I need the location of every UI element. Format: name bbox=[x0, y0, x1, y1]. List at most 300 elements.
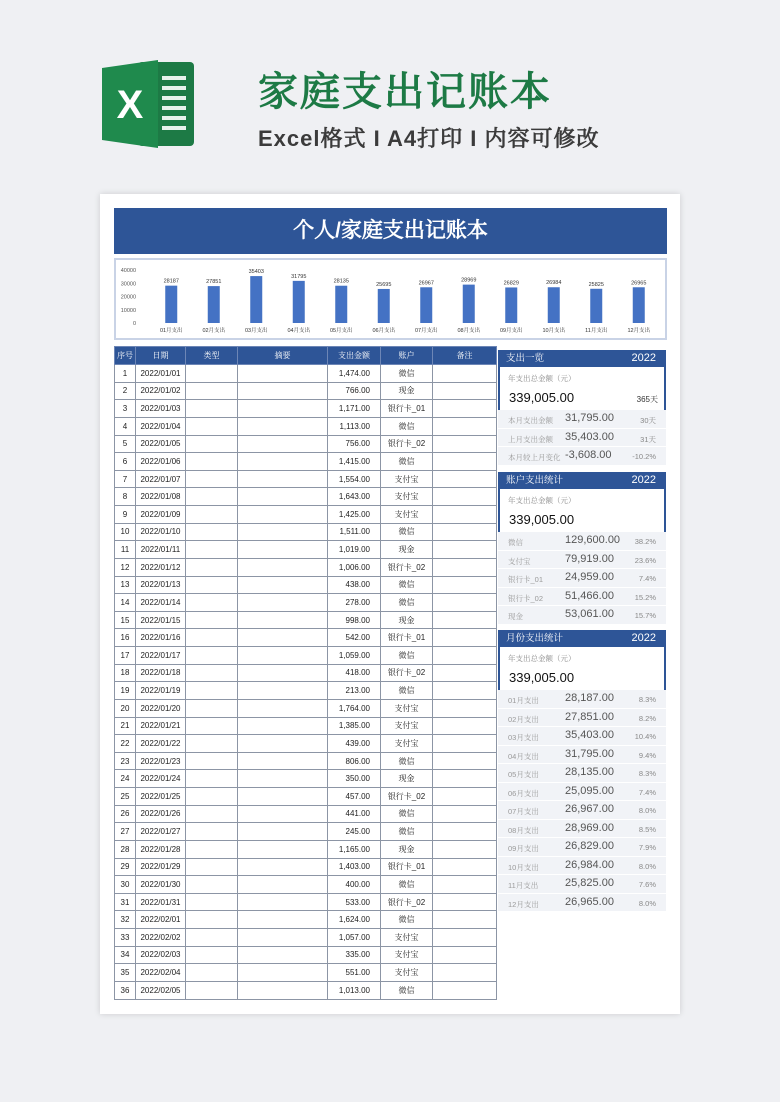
table-cell[interactable]: 微信 bbox=[381, 576, 433, 594]
table-cell[interactable] bbox=[186, 435, 238, 453]
table-cell[interactable]: 418.00 bbox=[328, 664, 381, 682]
table-cell[interactable] bbox=[186, 946, 238, 964]
table-cell[interactable] bbox=[186, 523, 238, 541]
table-row bbox=[115, 981, 497, 999]
table-cell[interactable] bbox=[186, 699, 238, 717]
table-cell[interactable] bbox=[238, 893, 328, 911]
table-cell[interactable] bbox=[186, 417, 238, 435]
bar-value-label: 31795 bbox=[291, 273, 307, 280]
table-cell[interactable]: 2022/01/22 bbox=[136, 735, 186, 753]
table-cell[interactable] bbox=[433, 946, 497, 964]
column-header: 日期 bbox=[136, 347, 186, 365]
table-cell[interactable] bbox=[238, 382, 328, 400]
table-cell[interactable]: 1,403.00 bbox=[328, 858, 381, 876]
table-cell[interactable]: 微信 bbox=[381, 981, 433, 999]
table-cell[interactable]: 2022/01/25 bbox=[136, 788, 186, 806]
table-cell[interactable] bbox=[238, 435, 328, 453]
table-cell[interactable] bbox=[238, 664, 328, 682]
table-cell[interactable]: 2022/01/29 bbox=[136, 858, 186, 876]
row-value: 26,984.00 bbox=[565, 858, 614, 871]
x-tick-label: 05月支出 bbox=[329, 328, 353, 334]
table-cell[interactable] bbox=[238, 594, 328, 612]
table-cell[interactable]: 439.00 bbox=[328, 735, 381, 753]
panel-row bbox=[498, 764, 666, 783]
table-cell[interactable] bbox=[186, 788, 238, 806]
table-cell[interactable] bbox=[433, 558, 497, 576]
table-cell[interactable] bbox=[433, 682, 497, 700]
row-value: 25,095.00 bbox=[565, 784, 614, 797]
table-cell[interactable] bbox=[433, 523, 497, 541]
table-cell[interactable] bbox=[186, 840, 238, 858]
table-cell[interactable]: 32 bbox=[115, 911, 136, 929]
table-cell[interactable]: 6 bbox=[115, 453, 136, 471]
table-cell[interactable]: 银行卡_02 bbox=[381, 664, 433, 682]
row-percent: 7.4% bbox=[638, 787, 656, 797]
table-cell[interactable]: 1,474.00 bbox=[328, 365, 381, 383]
panel-header bbox=[498, 472, 666, 489]
row-value: 31,795.00 bbox=[565, 747, 614, 760]
table-cell[interactable] bbox=[186, 541, 238, 559]
table-cell[interactable] bbox=[433, 699, 497, 717]
table-cell[interactable]: 现金 bbox=[381, 382, 433, 400]
table-cell[interactable]: 2022/01/15 bbox=[136, 611, 186, 629]
table-cell[interactable] bbox=[238, 964, 328, 982]
table-cell[interactable] bbox=[238, 453, 328, 471]
table-cell[interactable]: 1,171.00 bbox=[328, 400, 381, 418]
table-cell[interactable] bbox=[238, 770, 328, 788]
table-cell[interactable] bbox=[433, 735, 497, 753]
table-cell[interactable]: 1,013.00 bbox=[328, 981, 381, 999]
table-cell[interactable]: 30 bbox=[115, 876, 136, 894]
table-cell[interactable]: 2022/01/09 bbox=[136, 506, 186, 524]
table-cell[interactable]: 12 bbox=[115, 558, 136, 576]
table-cell[interactable]: 银行卡_02 bbox=[381, 893, 433, 911]
panel-total-box bbox=[498, 647, 666, 690]
table-cell[interactable]: 微信 bbox=[381, 647, 433, 665]
row-value: 28,969.00 bbox=[565, 821, 614, 834]
table-cell[interactable] bbox=[433, 876, 497, 894]
table-cell[interactable]: 21 bbox=[115, 717, 136, 735]
table-cell[interactable]: 20 bbox=[115, 699, 136, 717]
row-name: 11月支出 bbox=[508, 881, 539, 890]
table-cell[interactable]: 278.00 bbox=[328, 594, 381, 612]
table-cell[interactable] bbox=[238, 682, 328, 700]
panel-row bbox=[498, 532, 666, 551]
table-cell[interactable]: 2022/01/18 bbox=[136, 664, 186, 682]
row-name: 微信 bbox=[508, 538, 523, 547]
table-cell[interactable]: 36 bbox=[115, 981, 136, 999]
column-header: 序号 bbox=[115, 347, 136, 365]
table-cell[interactable]: 2022/02/02 bbox=[136, 929, 186, 947]
chart-bar bbox=[420, 287, 432, 323]
summary-panel bbox=[498, 472, 666, 625]
bar-value-label: 35403 bbox=[248, 269, 264, 276]
table-cell[interactable] bbox=[433, 647, 497, 665]
table-cell[interactable]: 1,624.00 bbox=[328, 911, 381, 929]
table-cell[interactable] bbox=[433, 470, 497, 488]
chart-bar bbox=[463, 285, 475, 323]
table-cell[interactable] bbox=[238, 840, 328, 858]
table-cell[interactable]: 2022/02/05 bbox=[136, 981, 186, 999]
table-cell[interactable] bbox=[186, 735, 238, 753]
table-cell[interactable] bbox=[186, 611, 238, 629]
table-cell[interactable]: 2022/01/23 bbox=[136, 752, 186, 770]
table-cell[interactable] bbox=[186, 382, 238, 400]
table-cell[interactable] bbox=[186, 664, 238, 682]
table-cell[interactable]: 457.00 bbox=[328, 788, 381, 806]
table-cell[interactable] bbox=[433, 752, 497, 770]
x-tick-label: 07月支出 bbox=[414, 328, 438, 334]
table-cell[interactable]: 1,059.00 bbox=[328, 647, 381, 665]
table-cell[interactable] bbox=[186, 893, 238, 911]
chart-bar bbox=[293, 281, 305, 323]
table-cell[interactable]: 551.00 bbox=[328, 964, 381, 982]
table-cell[interactable]: 银行卡_01 bbox=[381, 400, 433, 418]
table-cell[interactable] bbox=[186, 576, 238, 594]
table-cell[interactable]: 2022/01/20 bbox=[136, 699, 186, 717]
table-cell[interactable]: 2022/01/01 bbox=[136, 365, 186, 383]
table-cell[interactable]: 银行卡_01 bbox=[381, 858, 433, 876]
table-cell[interactable]: 766.00 bbox=[328, 382, 381, 400]
bar-value-label: 25825 bbox=[588, 281, 604, 288]
table-cell[interactable]: 2022/01/31 bbox=[136, 893, 186, 911]
table-cell[interactable]: 1 bbox=[115, 365, 136, 383]
y-tick-label: 30000 bbox=[120, 281, 136, 288]
x-tick-label: 01月支出 bbox=[159, 328, 183, 334]
table-cell[interactable] bbox=[238, 647, 328, 665]
table-cell[interactable]: 4 bbox=[115, 417, 136, 435]
table-cell[interactable]: 28 bbox=[115, 840, 136, 858]
table-cell[interactable]: 441.00 bbox=[328, 805, 381, 823]
table-cell[interactable]: 2022/01/26 bbox=[136, 805, 186, 823]
table-cell[interactable] bbox=[433, 717, 497, 735]
table-cell[interactable] bbox=[433, 541, 497, 559]
table-cell[interactable]: 2022/01/10 bbox=[136, 523, 186, 541]
table-cell[interactable] bbox=[186, 682, 238, 700]
table-cell[interactable] bbox=[433, 506, 497, 524]
table-cell[interactable]: 现金 bbox=[381, 770, 433, 788]
table-cell[interactable]: 2022/01/14 bbox=[136, 594, 186, 612]
table-cell[interactable]: 现金 bbox=[381, 611, 433, 629]
table-cell[interactable] bbox=[433, 611, 497, 629]
table-cell[interactable] bbox=[186, 858, 238, 876]
table-cell[interactable]: 1,425.00 bbox=[328, 506, 381, 524]
table-cell[interactable] bbox=[238, 823, 328, 841]
table-cell[interactable] bbox=[433, 929, 497, 947]
table-cell[interactable]: 微信 bbox=[381, 365, 433, 383]
table-cell[interactable] bbox=[433, 594, 497, 612]
table-cell[interactable] bbox=[186, 981, 238, 999]
table-cell[interactable]: 31 bbox=[115, 893, 136, 911]
table-cell[interactable]: 27 bbox=[115, 823, 136, 841]
table-cell[interactable] bbox=[186, 629, 238, 647]
table-cell[interactable]: 350.00 bbox=[328, 770, 381, 788]
table-cell[interactable] bbox=[186, 929, 238, 947]
panel-row bbox=[498, 801, 666, 820]
table-cell[interactable] bbox=[238, 929, 328, 947]
table-cell[interactable]: 2022/01/02 bbox=[136, 382, 186, 400]
table-cell[interactable] bbox=[433, 805, 497, 823]
table-cell[interactable]: 29 bbox=[115, 858, 136, 876]
table-cell[interactable] bbox=[186, 717, 238, 735]
table-cell[interactable] bbox=[186, 647, 238, 665]
table-cell[interactable]: 533.00 bbox=[328, 893, 381, 911]
table-cell[interactable] bbox=[238, 576, 328, 594]
table-cell[interactable] bbox=[238, 417, 328, 435]
table-cell[interactable]: 245.00 bbox=[328, 823, 381, 841]
table-cell[interactable]: 支付宝 bbox=[381, 964, 433, 982]
table-cell[interactable]: 13 bbox=[115, 576, 136, 594]
table-cell[interactable]: 2022/01/07 bbox=[136, 470, 186, 488]
table-cell[interactable] bbox=[186, 558, 238, 576]
table-cell[interactable]: 微信 bbox=[381, 523, 433, 541]
table-row bbox=[115, 594, 497, 612]
table-cell[interactable]: 756.00 bbox=[328, 435, 381, 453]
table-cell[interactable] bbox=[186, 876, 238, 894]
table-cell[interactable]: 微信 bbox=[381, 594, 433, 612]
table-cell[interactable]: 2022/01/27 bbox=[136, 823, 186, 841]
table-cell[interactable]: 微信 bbox=[381, 911, 433, 929]
table-cell[interactable]: 16 bbox=[115, 629, 136, 647]
table-cell[interactable]: 微信 bbox=[381, 453, 433, 471]
table-cell[interactable]: 现金 bbox=[381, 840, 433, 858]
table-cell[interactable]: 2022/01/05 bbox=[136, 435, 186, 453]
table-cell[interactable]: 2022/01/04 bbox=[136, 417, 186, 435]
table-cell[interactable] bbox=[238, 488, 328, 506]
table-cell[interactable] bbox=[238, 699, 328, 717]
table-cell[interactable] bbox=[186, 823, 238, 841]
table-cell[interactable]: 10 bbox=[115, 523, 136, 541]
table-cell[interactable]: 806.00 bbox=[328, 752, 381, 770]
table-cell[interactable] bbox=[433, 858, 497, 876]
table-row bbox=[115, 576, 497, 594]
table-cell[interactable]: 23 bbox=[115, 752, 136, 770]
total-label: 年支出总金额（元） bbox=[508, 496, 576, 505]
table-cell[interactable]: 2022/01/21 bbox=[136, 717, 186, 735]
table-cell[interactable]: 2022/01/17 bbox=[136, 647, 186, 665]
table-cell[interactable]: 2022/01/03 bbox=[136, 400, 186, 418]
table-cell[interactable]: 9 bbox=[115, 506, 136, 524]
table-cell[interactable]: 2022/01/11 bbox=[136, 541, 186, 559]
panel-row bbox=[498, 838, 666, 857]
table-cell[interactable]: 33 bbox=[115, 929, 136, 947]
table-cell[interactable] bbox=[433, 365, 497, 383]
table-cell[interactable]: 400.00 bbox=[328, 876, 381, 894]
table-cell[interactable]: 银行卡_02 bbox=[381, 435, 433, 453]
table-cell[interactable]: 2022/02/03 bbox=[136, 946, 186, 964]
table-cell[interactable] bbox=[238, 470, 328, 488]
row-percent: 38.2% bbox=[634, 537, 656, 546]
table-cell[interactable]: 1,019.00 bbox=[328, 541, 381, 559]
table-cell[interactable]: 2022/02/04 bbox=[136, 964, 186, 982]
table-cell[interactable]: 1,165.00 bbox=[328, 840, 381, 858]
table-cell[interactable]: 支付宝 bbox=[381, 717, 433, 735]
table-cell[interactable] bbox=[186, 400, 238, 418]
table-cell[interactable]: 2022/01/08 bbox=[136, 488, 186, 506]
table-cell[interactable] bbox=[238, 400, 328, 418]
table-cell[interactable] bbox=[186, 594, 238, 612]
table-cell[interactable]: 1,511.00 bbox=[328, 523, 381, 541]
table-cell[interactable] bbox=[186, 365, 238, 383]
table-cell[interactable]: 18 bbox=[115, 664, 136, 682]
table-cell[interactable] bbox=[433, 788, 497, 806]
table-cell[interactable]: 3 bbox=[115, 400, 136, 418]
table-cell[interactable]: 支付宝 bbox=[381, 929, 433, 947]
table-cell[interactable] bbox=[186, 770, 238, 788]
table-cell[interactable]: 1,057.00 bbox=[328, 929, 381, 947]
table-cell[interactable]: 35 bbox=[115, 964, 136, 982]
table-cell[interactable]: 微信 bbox=[381, 876, 433, 894]
table-cell[interactable]: 1,643.00 bbox=[328, 488, 381, 506]
table-cell[interactable]: 1,554.00 bbox=[328, 470, 381, 488]
table-cell[interactable] bbox=[186, 964, 238, 982]
bar-value-label: 26967 bbox=[418, 280, 434, 287]
table-cell[interactable]: 支付宝 bbox=[381, 470, 433, 488]
table-cell[interactable] bbox=[433, 576, 497, 594]
table-cell[interactable] bbox=[238, 788, 328, 806]
table-cell[interactable]: 1,113.00 bbox=[328, 417, 381, 435]
table-cell[interactable]: 2022/01/12 bbox=[136, 558, 186, 576]
table-cell[interactable] bbox=[186, 453, 238, 471]
table-cell[interactable]: 2022/01/28 bbox=[136, 840, 186, 858]
table-cell[interactable]: 支付宝 bbox=[381, 506, 433, 524]
table-cell[interactable] bbox=[186, 752, 238, 770]
panel-row bbox=[498, 857, 666, 876]
table-row bbox=[115, 611, 497, 629]
table-cell[interactable]: 支付宝 bbox=[381, 946, 433, 964]
table-cell[interactable] bbox=[186, 805, 238, 823]
table-cell[interactable] bbox=[433, 981, 497, 999]
total-value: 339,005.00 bbox=[509, 390, 575, 405]
row-value: 35,403.00 bbox=[565, 430, 614, 443]
table-cell[interactable]: 335.00 bbox=[328, 946, 381, 964]
row-name: 04月支出 bbox=[508, 751, 539, 761]
table-cell[interactable]: 34 bbox=[115, 946, 136, 964]
table-cell[interactable] bbox=[238, 876, 328, 894]
table-cell[interactable]: 1,006.00 bbox=[328, 558, 381, 576]
table-row bbox=[115, 506, 497, 524]
table-cell[interactable]: 2022/02/01 bbox=[136, 911, 186, 929]
table-cell[interactable] bbox=[433, 435, 497, 453]
table-cell[interactable]: 微信 bbox=[381, 805, 433, 823]
table-cell[interactable] bbox=[433, 382, 497, 400]
table-cell[interactable] bbox=[433, 629, 497, 647]
table-cell[interactable] bbox=[433, 453, 497, 471]
table-cell[interactable] bbox=[238, 717, 328, 735]
row-name: 银行卡_01 bbox=[508, 575, 544, 584]
table-cell[interactable]: 微信 bbox=[381, 682, 433, 700]
table-cell[interactable] bbox=[238, 911, 328, 929]
table-cell[interactable] bbox=[238, 946, 328, 964]
chart-bar bbox=[633, 287, 645, 323]
table-cell[interactable]: 2022/01/13 bbox=[136, 576, 186, 594]
table-cell[interactable] bbox=[433, 417, 497, 435]
table-cell[interactable]: 2022/01/30 bbox=[136, 876, 186, 894]
table-cell[interactable]: 26 bbox=[115, 805, 136, 823]
table-cell[interactable] bbox=[433, 823, 497, 841]
row-name: 本月较上月变化 bbox=[508, 453, 561, 462]
table-cell[interactable] bbox=[186, 470, 238, 488]
table-cell[interactable]: 22 bbox=[115, 735, 136, 753]
table-cell[interactable]: 15 bbox=[115, 611, 136, 629]
table-cell[interactable]: 11 bbox=[115, 541, 136, 559]
table-cell[interactable]: 8 bbox=[115, 488, 136, 506]
table-cell[interactable]: 2022/01/16 bbox=[136, 629, 186, 647]
table-cell[interactable]: 2022/01/19 bbox=[136, 682, 186, 700]
table-cell[interactable] bbox=[238, 506, 328, 524]
row-percent: 8.0% bbox=[638, 861, 656, 871]
table-cell[interactable]: 银行卡_01 bbox=[381, 629, 433, 647]
table-cell[interactable] bbox=[433, 664, 497, 682]
table-cell[interactable]: 25 bbox=[115, 788, 136, 806]
table-cell[interactable] bbox=[238, 541, 328, 559]
table-cell[interactable] bbox=[433, 840, 497, 858]
table-cell[interactable]: 17 bbox=[115, 647, 136, 665]
table-cell[interactable]: 微信 bbox=[381, 752, 433, 770]
table-cell[interactable]: 银行卡_02 bbox=[381, 788, 433, 806]
table-cell[interactable] bbox=[238, 365, 328, 383]
row-name: 07月支出 bbox=[508, 807, 539, 816]
table-cell[interactable] bbox=[238, 805, 328, 823]
table-cell[interactable]: 支付宝 bbox=[381, 735, 433, 753]
table-row bbox=[115, 752, 497, 770]
ledger-header-row bbox=[115, 347, 497, 365]
ledger-table bbox=[114, 346, 497, 1000]
table-cell[interactable] bbox=[433, 893, 497, 911]
table-cell[interactable]: 1,385.00 bbox=[328, 717, 381, 735]
table-cell[interactable]: 2022/01/24 bbox=[136, 770, 186, 788]
table-cell[interactable]: 7 bbox=[115, 470, 136, 488]
table-cell[interactable] bbox=[186, 506, 238, 524]
table-cell[interactable] bbox=[186, 911, 238, 929]
table-cell[interactable]: 1,415.00 bbox=[328, 453, 381, 471]
table-cell[interactable] bbox=[238, 752, 328, 770]
table-cell[interactable]: 5 bbox=[115, 435, 136, 453]
table-cell[interactable]: 542.00 bbox=[328, 629, 381, 647]
table-cell[interactable]: 2022/01/06 bbox=[136, 453, 186, 471]
table-cell[interactable] bbox=[433, 911, 497, 929]
table-cell[interactable]: 1,764.00 bbox=[328, 699, 381, 717]
table-cell[interactable]: 微信 bbox=[381, 823, 433, 841]
table-cell[interactable]: 支付宝 bbox=[381, 488, 433, 506]
table-cell[interactable] bbox=[238, 858, 328, 876]
table-cell[interactable] bbox=[238, 629, 328, 647]
table-cell[interactable]: 支付宝 bbox=[381, 699, 433, 717]
table-cell[interactable]: 998.00 bbox=[328, 611, 381, 629]
table-cell[interactable]: 微信 bbox=[381, 417, 433, 435]
table-cell[interactable]: 19 bbox=[115, 682, 136, 700]
row-name: 10月支出 bbox=[508, 862, 539, 872]
table-cell[interactable] bbox=[186, 488, 238, 506]
table-cell[interactable] bbox=[238, 611, 328, 629]
row-percent: 9.4% bbox=[638, 750, 656, 760]
table-cell[interactable]: 438.00 bbox=[328, 576, 381, 594]
table-cell[interactable] bbox=[238, 981, 328, 999]
table-cell[interactable] bbox=[433, 964, 497, 982]
table-cell[interactable] bbox=[433, 400, 497, 418]
table-cell[interactable] bbox=[238, 558, 328, 576]
table-cell[interactable] bbox=[238, 735, 328, 753]
table-cell[interactable]: 213.00 bbox=[328, 682, 381, 700]
table-cell[interactable]: 现金 bbox=[381, 541, 433, 559]
table-cell[interactable] bbox=[433, 488, 497, 506]
table-cell[interactable] bbox=[433, 770, 497, 788]
table-cell[interactable]: 14 bbox=[115, 594, 136, 612]
table-cell[interactable]: 24 bbox=[115, 770, 136, 788]
table-cell[interactable] bbox=[238, 523, 328, 541]
table-cell[interactable]: 银行卡_02 bbox=[381, 558, 433, 576]
table-cell[interactable]: 2 bbox=[115, 382, 136, 400]
